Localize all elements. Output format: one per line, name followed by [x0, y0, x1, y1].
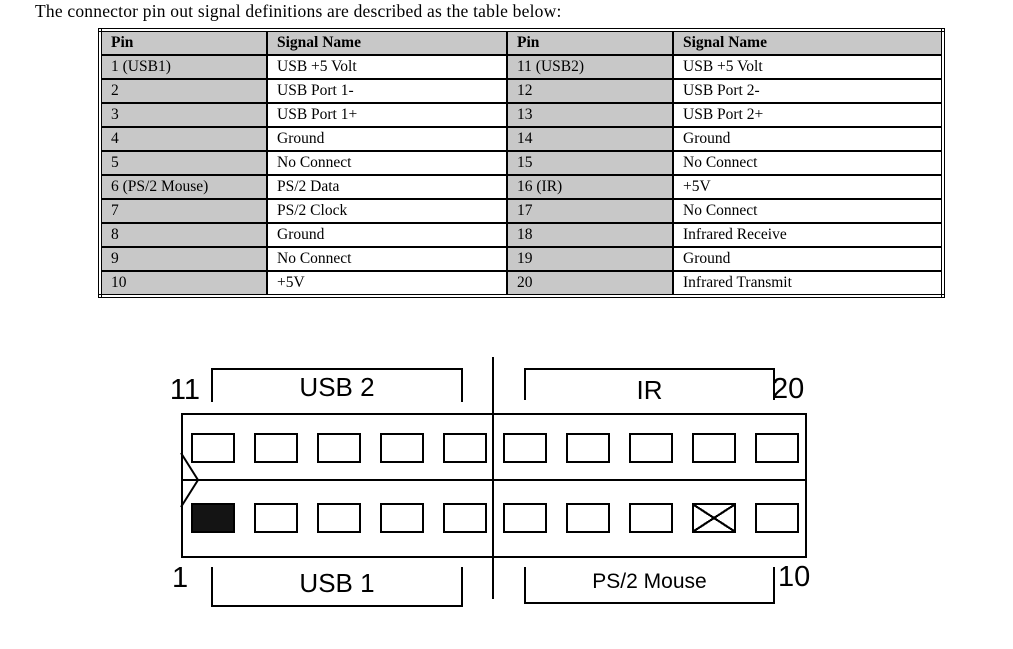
pin-box-3	[317, 503, 361, 533]
pin-box-4	[380, 503, 424, 533]
pin-box-16	[503, 433, 547, 463]
pin-cell: 8	[100, 223, 267, 247]
pin-cell: 3	[100, 103, 267, 127]
pin-cell: 12	[507, 79, 673, 103]
pin-box-2	[254, 503, 298, 533]
header-pin-left: Pin	[100, 30, 267, 55]
pin-box-13	[317, 433, 361, 463]
usb1-label: USB 1	[299, 568, 375, 598]
pin-cell: 10	[100, 271, 267, 296]
signal-cell: Ground	[673, 127, 943, 151]
signal-cell: No Connect	[673, 151, 943, 175]
pin20-label: 20	[772, 373, 805, 405]
signal-cell: USB Port 1-	[267, 79, 507, 103]
ps2-mouse-label: PS/2 Mouse	[592, 570, 707, 593]
signal-cell: Infrared Transmit	[673, 271, 943, 296]
signal-cell: Ground	[267, 223, 507, 247]
page-title: The connector pin out signal definitions are described as the table below:	[35, 1, 562, 21]
signal-cell: Infrared Receive	[673, 223, 943, 247]
pin-box-5	[443, 503, 487, 533]
pin-cell: 18	[507, 223, 673, 247]
ir-label: IR	[636, 375, 663, 405]
pin-cell: 13	[507, 103, 673, 127]
pin-box-9	[692, 503, 736, 533]
pin-box-12	[254, 433, 298, 463]
pin-cell: 7	[100, 199, 267, 223]
pin10-label: 10	[778, 561, 811, 593]
pin-box-14	[380, 433, 424, 463]
pin11-label: 11	[169, 374, 200, 406]
signal-cell: USB Port 2-	[673, 79, 943, 103]
pin-box-20	[755, 433, 799, 463]
signal-cell: Ground	[673, 247, 943, 271]
pin-box-6	[503, 503, 547, 533]
header-pin-right: Pin	[507, 30, 673, 55]
pin-box-17	[566, 433, 610, 463]
pin-cell: 2	[100, 79, 267, 103]
signal-cell: USB +5 Volt	[673, 55, 943, 79]
signal-cell: No Connect	[673, 199, 943, 223]
signal-cell: No Connect	[267, 151, 507, 175]
signal-cell: USB Port 2+	[673, 103, 943, 127]
pin-box-7	[566, 503, 610, 533]
connector-midline	[183, 479, 805, 481]
pin-box-15	[443, 433, 487, 463]
pin-box-10	[755, 503, 799, 533]
pin-box-8	[629, 503, 673, 533]
pin-cell: 14	[507, 127, 673, 151]
signal-cell: USB +5 Volt	[267, 55, 507, 79]
pin-cell: 6 (PS/2 Mouse)	[100, 175, 267, 199]
pin-cell: 16 (IR)	[507, 175, 673, 199]
usb2-label: USB 2	[299, 372, 375, 402]
pin-box-18	[629, 433, 673, 463]
signal-cell: No Connect	[267, 247, 507, 271]
pin-box-19	[692, 433, 736, 463]
pin-box-11	[191, 433, 235, 463]
pin-cell: 5	[100, 151, 267, 175]
pin-cell: 4	[100, 127, 267, 151]
signal-cell: PS/2 Data	[267, 175, 507, 199]
header-signal-right: Signal Name	[673, 30, 943, 55]
signal-cell: PS/2 Clock	[267, 199, 507, 223]
pin-cell: 20	[507, 271, 673, 296]
signal-cell: USB Port 1+	[267, 103, 507, 127]
pin-cell: 11 (USB2)	[507, 55, 673, 79]
pin-cell: 9	[100, 247, 267, 271]
pin1-label: 1	[172, 562, 189, 594]
signal-cell: +5V	[267, 271, 507, 296]
pin-cell: 17	[507, 199, 673, 223]
signal-cell: Ground	[267, 127, 507, 151]
pin-box-1	[191, 503, 235, 533]
signal-cell: +5V	[673, 175, 943, 199]
pin-cell: 19	[507, 247, 673, 271]
header-signal-left: Signal Name	[267, 30, 507, 55]
pin-cell: 1 (USB1)	[100, 55, 267, 79]
pin-cell: 15	[507, 151, 673, 175]
